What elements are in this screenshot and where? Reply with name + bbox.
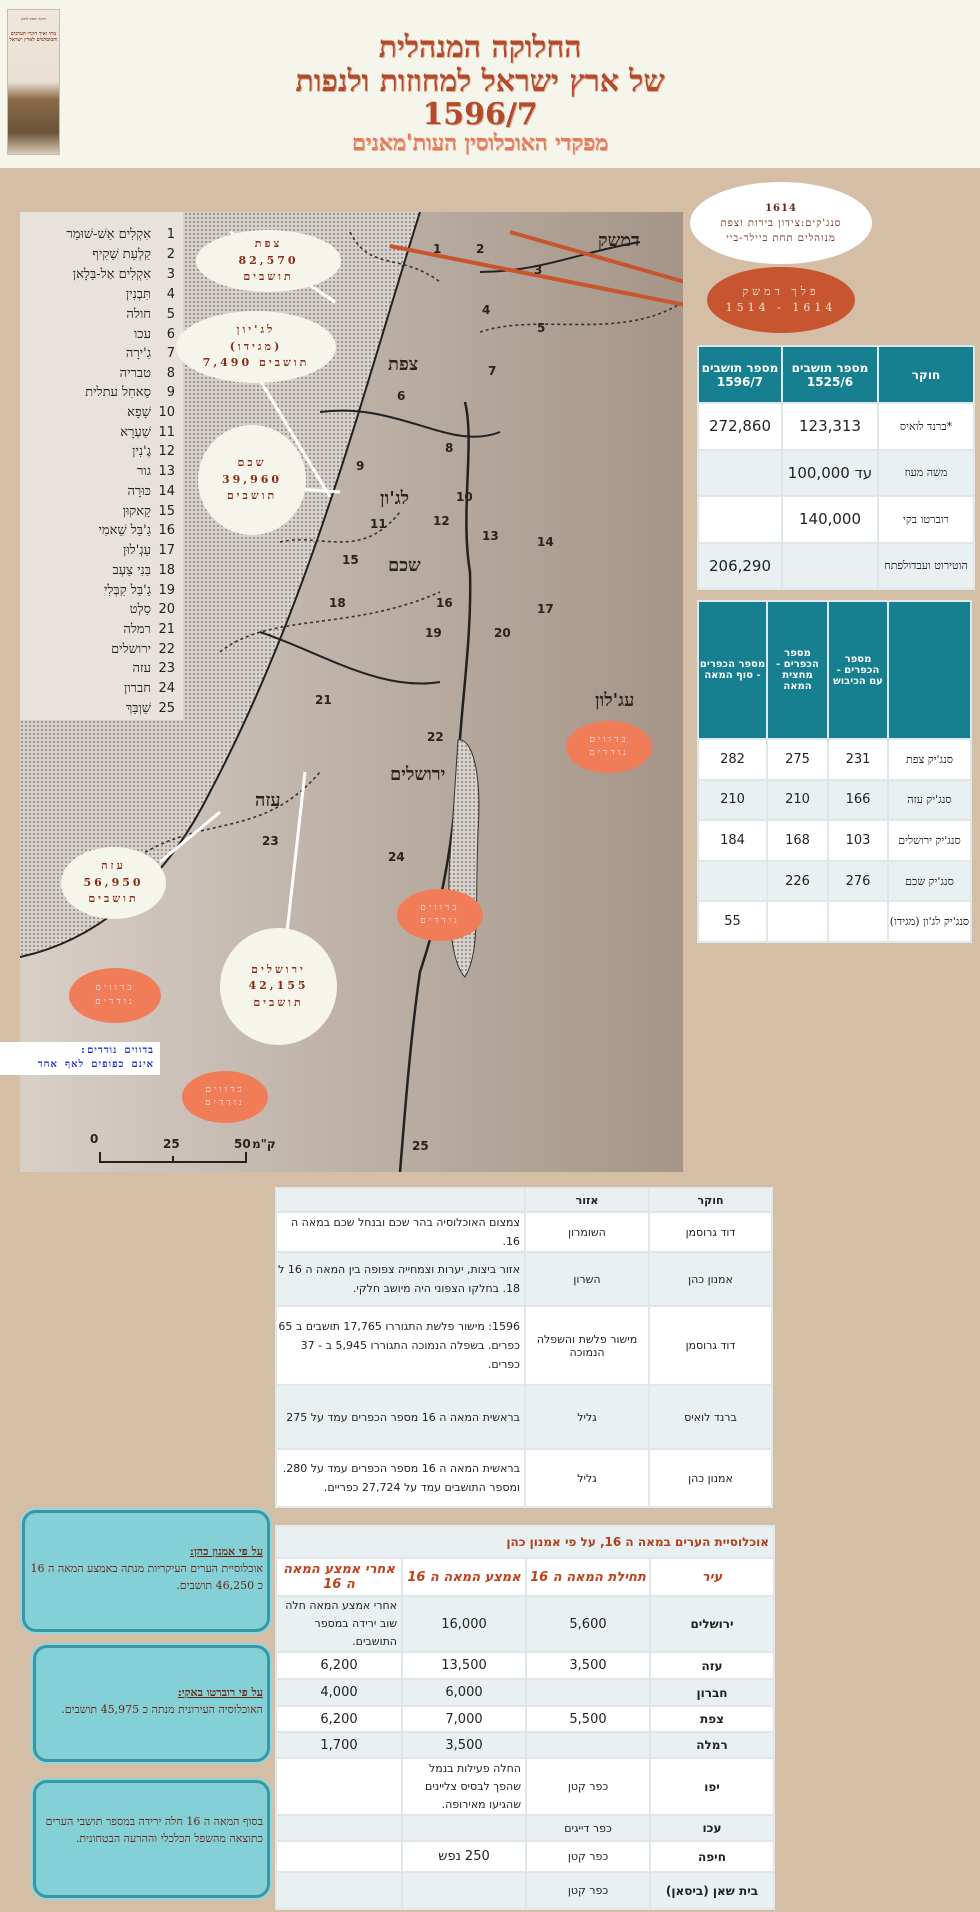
cities-table: אוכלוסיית הערים במאה ה 16, על פי אמנון כהן עיר תחילת המאה ה 16 אמצע המאה ה 16 אחרי אמצע המאה ה 16 ירושלים 5,600 16,000 אחרי אמצע המאה חלה שוב ירידה במספר התושבים. עזה 3,500 13,500 6,200 חברון 6,000 4,000 צפת 5,500 7,000 6,200 רמלה 3,500 1,700 יפו כפר קטן החלה פעילות בנמל שהפך לבסיס צליינים שהגיעו מאירופה. עכו כפר דייגים חיפה כפר קטן 250 נפש בית שאן (ביסאן) כפר קטן [275, 1525, 775, 1910]
bubble-bedouin: בדווים נודדים [397, 889, 483, 941]
book-cover-image [7, 9, 60, 155]
regions-table: חוקר אזור דוד גרוסמן השומרון צמצום האוכלוסיה בהר שכם ובנחל שכם במאה ה 16. אמנון כהן השרון אזור ביצות, יערות וצמחייה צפופה בין המאה ה 16 ל 18. בחלקו הצפוני היה מיושב חלקי. דוד גרוסמן מישור פלשת והשפלה הנמוכה 1596: מישור פלשת התגוררו 17,765 תושבים ב 65 כפרים. בשפלה הנמוכה התגוררו 5,945 ב - 37 כפרים. ברנד לואיס גליל בראשית המאה ה 16 מספר הכפרים עמד על 275 אמנון כהן גליל בראשית המאה ה 16 מספר הכפרים עמד על 280. ומספר התושבים עמד על 27,724 כפריים. [275, 1187, 773, 1508]
population-table: חוקר מספר תושבים 1525/6 מספר תושבים 1596/7 *ברנד לואיס 123,313 272,860 משה מעוז עד 100,000 רוברטו בקי 140,000 הוטירוט ועבדולפתח 206,290 [697, 345, 975, 590]
page-title-year: 1596/7 [422, 97, 538, 132]
legend-item: 2קַלְעַת שַׁקִיף [92, 247, 175, 262]
legend-item: 7גִ'ירָה [125, 346, 175, 361]
table-row: רמלה 3,500 1,700 [276, 1732, 774, 1758]
legend-item: 5חולה [126, 307, 175, 322]
table-row: רוברטו בקי 140,000 [698, 496, 974, 543]
map-number: 11 [370, 517, 387, 531]
bubble-safed: צפת 82,570 תושבים [196, 230, 341, 292]
map-number: 5 [537, 321, 546, 335]
map-number: 19 [425, 626, 442, 640]
scale-mid: 25 [163, 1137, 180, 1151]
table-row: אמנון כהן גליל בראשית המאה ה 16 מספר הכפרים עמד על 280. ומספר התושבים עמד על 27,724 כפריים. [276, 1449, 772, 1507]
bubble-bedouin: בדווים נודדים [566, 721, 652, 773]
legend-item: 19גַ'בַּל קִבְּלִי [103, 583, 175, 598]
map-label-nablus: שכם [388, 555, 421, 576]
book-title: מתי ואיך היגרו הערבים והמוסלמים לארץ ישראל [9, 31, 58, 43]
legend-item: 18בַּנִי צַעְב [112, 563, 175, 578]
map-label-damascus: דמשק [598, 230, 640, 251]
legend-item: 14כּוּרָה [127, 484, 175, 499]
map-legend [20, 212, 183, 720]
legend-item: 3אִקְלִים אַל-בַּלָאן [72, 267, 175, 282]
legend-item: 9סַאחִל עתלית [85, 385, 175, 400]
bubble-bedouin: בדווים נודדים [182, 1071, 268, 1123]
legend-item: 15קָאקוּן [122, 504, 175, 519]
map-number: 7 [488, 364, 497, 378]
bedouin-note: בדווים נודדים: אינם כפופים לאף אחד [0, 1042, 160, 1075]
legend-item: 4תִּבְנִין [125, 287, 175, 302]
side-note-cohen: על פי אמנון כהן: אוכלוסיית הערים העיקריות מנתה באמצע המאה ה 16 כ 46,250 תושבים. [22, 1510, 270, 1632]
legend-item: 25שַׁוְבַּךְ [125, 701, 175, 716]
map-label-lajjun: לג'ון [380, 488, 410, 509]
table-row: חברון 6,000 4,000 [276, 1679, 774, 1706]
table-row: צפת 5,500 7,000 6,200 [276, 1706, 774, 1732]
map-label-jerusalem: ירושלים [390, 764, 446, 785]
scale-max: 50 [234, 1137, 251, 1151]
legend-item: 11שַׁעְרָא [120, 425, 175, 440]
table-row: סנג'יק לג'ון (מגידו) 55 [698, 901, 971, 942]
legend-item: 21רמלה [123, 622, 175, 637]
map-number: 8 [445, 441, 454, 455]
map-number: 9 [356, 459, 365, 473]
map-number: 16 [436, 596, 453, 610]
table-row: דוד גרוסמן מישור פלשת והשפלה הנמוכה 1596: מישור פלשת התגוררו 17,765 תושבים ב 65 כפרים. בשפלה הנמוכה התגוררו 5,945 ב - 37 כפרים. [276, 1306, 772, 1385]
map-number: 4 [482, 303, 491, 317]
map-number: 24 [388, 850, 405, 864]
map-number: 6 [397, 389, 406, 403]
side-note-decline: בסוף המאה ה 16 חלה ירידה במספר תושבי הערים כתוצאה מהשפל הכלכלי וההרעה הבטחונית. [33, 1780, 270, 1898]
side-note-bachi: על פי רוברטו באקי: האוכלוסיה העירונית מנתה כ 45,975 תושבים. [33, 1645, 270, 1762]
table-row: דוד גרוסמן השומרון צמצום האוכלוסיה בהר שכם ובנחל שכם במאה ה 16. [276, 1212, 772, 1252]
page-title-line1: החלוקה המנהלית [378, 30, 582, 65]
legend-item: 23עזה [132, 661, 175, 676]
legend-item: 12גֶ'נִין [132, 444, 175, 459]
table-row: עכו כפר דייגים [276, 1815, 774, 1841]
legend-item: 17עַגְ'לוּן [123, 543, 175, 558]
map-number: 21 [315, 693, 332, 707]
map-number: 23 [262, 834, 279, 848]
map-number: 20 [494, 626, 511, 640]
map-number: 17 [537, 602, 554, 616]
page-subtitle: מפקדי האוכלוסין העות'מאנים [351, 130, 609, 156]
bubble-gaza: עזה 56,950 תושבים [61, 847, 166, 919]
cities-table-caption: אוכלוסיית הערים במאה ה 16, על פי אמנון כהן [276, 1526, 774, 1558]
map-number: 1 [433, 242, 442, 256]
table-row: סנג'יק צפת 231 275 282 [698, 739, 971, 780]
map-number: 13 [482, 529, 499, 543]
map-label-ajlun: עג'לון [595, 690, 635, 711]
legend-item: 16גַ'בַּל שַׁאמִי [98, 523, 175, 538]
book-author: רנקה שפק-ליסק [21, 16, 46, 21]
damascus-pashalik-badge: פלך דמשק 1514 - 1614 [707, 267, 855, 333]
map-number: 10 [456, 490, 473, 504]
table-row: *ברנד לואיס 123,313 272,860 [698, 403, 974, 450]
note-1614: 1614 סנג'קים:צידון בירות וצפת מנוהלים תחת ביילר-ביי [690, 182, 872, 264]
table-row: סנג'יק שכם 276 226 [698, 861, 971, 902]
legend-item: 1אִקְלִים אַשׁ-שׁוּמַר [66, 227, 175, 242]
legend-item: 6עכו [133, 327, 175, 342]
table-row: סנג'יק ירושלים 103 168 184 [698, 820, 971, 861]
scale-zero: 0 [90, 1132, 99, 1146]
legend-item: 13גור [136, 464, 175, 479]
legend-item: 24חברון [124, 681, 175, 696]
map-label-gaza: עזה [255, 790, 281, 811]
villages-table: מספר הכפרים - עם הכיבוש מספר הכפרים - מחצית המאה מספר הכפרים - סוף המאה סנג'יק צפת 231 275 282 סנג'יק עזה 166 210 210 סנג'יק ירושלים 103 168 184 סנג'יק שכם 276 226 סנג'יק לג'ון (מגידו) 55 [697, 600, 972, 943]
header [0, 0, 980, 168]
table-row: משה מעוז עד 100,000 [698, 450, 974, 497]
page-title-line2: של ארץ ישראל למחוזות ולנפות [295, 64, 665, 99]
scale-unit: ק"מ [252, 1137, 276, 1151]
bubble-bedouin: בדווים נודדים [69, 968, 161, 1023]
table-row: סנג'יק עזה 166 210 210 [698, 780, 971, 821]
bubble-nablus: שכם 39,960 תושבים [198, 425, 306, 535]
table-row: הוטירוט ועבדולפתח 206,290 [698, 543, 974, 590]
table-row: ברנד לואיס גליל בראשית המאה ה 16 מספר הכפרים עמד על 275 [276, 1385, 772, 1449]
map-number: 15 [342, 553, 359, 567]
map-label-safed: צפת [388, 354, 419, 375]
bubble-lajjun: לג'יון (מגידו) 7,490 תושבים [176, 311, 336, 383]
legend-item: 8טבריה [119, 366, 175, 381]
map-number: 22 [427, 730, 444, 744]
table-row: עזה 3,500 13,500 6,200 [276, 1652, 774, 1679]
table-row: אמנון כהן השרון אזור ביצות, יערות וצמחייה צפופה בין המאה ה 16 ל 18. בחלקו הצפוני היה מיושב חלקי. [276, 1252, 772, 1306]
table-row: יפו כפר קטן החלה פעילות בנמל שהפך לבסיס צליינים שהגיעו מאירופה. [276, 1758, 774, 1815]
map-number: 3 [534, 263, 543, 277]
bubble-jerusalem: ירושלים 42,155 תושבים [220, 928, 337, 1045]
legend-item: 22ירושלים [111, 642, 175, 657]
legend-item: 20סַלְט [129, 602, 175, 617]
table-row: חיפה כפר קטן 250 נפש [276, 1841, 774, 1872]
map-number: 25 [412, 1139, 429, 1153]
legend-item: 10שָׁפָא [127, 405, 175, 420]
map-number: 14 [537, 535, 554, 549]
map-number: 12 [433, 514, 450, 528]
table-row: ירושלים 5,600 16,000 אחרי אמצע המאה חלה שוב ירידה במספר התושבים. [276, 1596, 774, 1652]
table-row: בית שאן (ביסאן) כפר קטן [276, 1872, 774, 1909]
map-number: 2 [476, 242, 485, 256]
map-number: 18 [329, 596, 346, 610]
